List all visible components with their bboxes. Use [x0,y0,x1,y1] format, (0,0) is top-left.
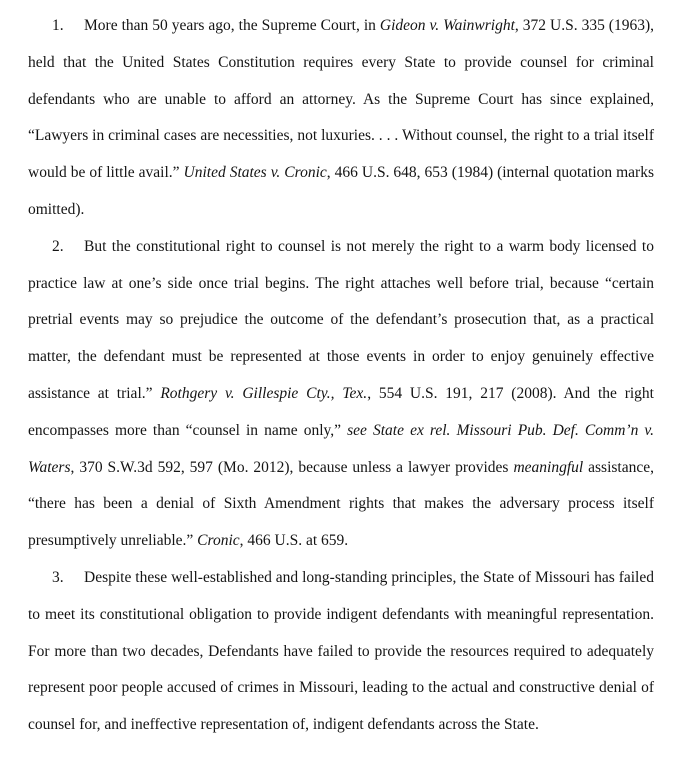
text-segment: But the constitutional right to counsel is not merely the right to a warm body licensed to practice law at one’s side once trial begins. The right attaches well before trial, because “certain pretrial events may so prejudice the outcome of the defendant’s prosecution that, as a practical matter, the defendant must be represented at those events in order to enjoy genuinely effective assistance at trial.” [28,237,654,402]
case-citation: see State ex rel. Missouri Pub. Def. Comm’n v. Waters [28,421,655,476]
text-segment: , 466 U.S. at 659. [239,532,349,550]
emphasis: meaningful [513,458,584,476]
case-citation: United States v. Cronic [183,164,327,182]
paragraph-2 [28,229,654,560]
text-segment: assistance, “there has been a denial of Sixth Amendment rights that makes the adversary process itself presumptively unreliable.” [28,458,654,550]
text-segment: More than 50 years ago, the Supreme Court, in [84,17,380,34]
case-citation: Gideon v. Wainwright [379,17,515,34]
paragraph-number: 2. [52,237,64,255]
text-segment: , 466 U.S. 648, 653 (1984) (internal quotation marks omitted). [28,164,654,218]
text-segment: , 370 S.W.3d 592, 597 (Mo. 2012), because unless a lawyer provides [70,458,514,476]
text-segment: Despite these well-established and long-standing principles, the State of Missouri has failed to meet its constitutional obligation to provide indigent defendants with meaningful representation. For more than two decades, Defendants have failed to provide the resources required to adequately represent poor people accused of crimes in Missouri, leading to the actual and constructive denial of counsel for, and ineffective representation of, indigent defendants across the State. [28,568,654,734]
text-segment: , 372 U.S. 335 (1963), held that the United States Constitution requires every State to provide counsel for criminal defendants who are unable to afford an attorney. As the Supreme Court has since explained, “Lawyers in criminal cases are necessities, not luxuries. . . . Without counsel, the right to a trial itself would be of little avail.” [28,17,655,182]
case-citation: Rothgery v. Gillespie Cty., Tex. [160,384,368,402]
case-citation: Cronic [197,532,240,550]
paragraph-1 [28,8,654,229]
text-segment: , 554 U.S. 191, 217 (2008). And the right encompasses more than “counsel in name only,” [28,384,654,439]
paragraph-number: 1. [52,17,64,34]
paragraph-3 [28,560,654,744]
paragraph-number: 3. [52,568,64,586]
